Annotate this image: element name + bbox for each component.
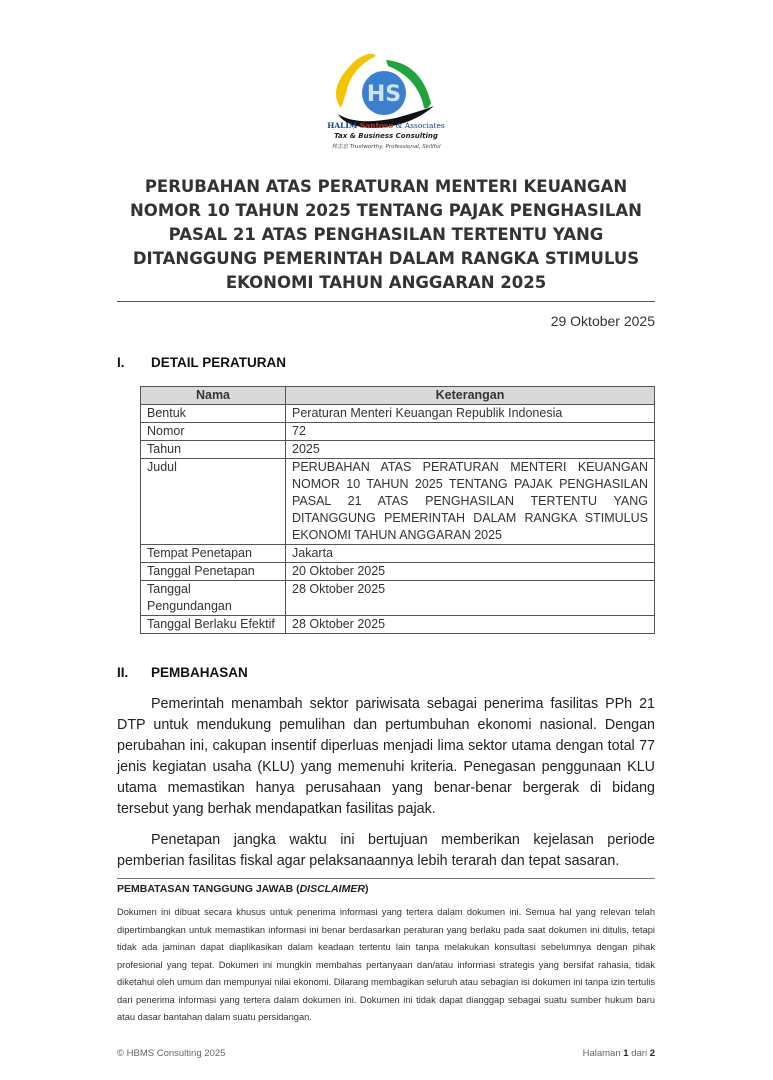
paragraph: Penetapan jangka waktu ini bertujuan memberikan kejelasan periode pemberian fasilitas fiskal agar pelaksanaannya lebih terarah dan tepat sasaran. — [117, 832, 655, 869]
cell-value: Jakarta — [286, 545, 655, 563]
cell-value: 20 Oktober 2025 — [286, 563, 655, 581]
title-divider — [117, 301, 655, 302]
cell-label: Tanggal Berlaku Efektif — [141, 616, 286, 634]
regulation-detail-table — [140, 386, 655, 634]
cell-label: Nomor — [141, 423, 286, 441]
section-number: II. — [117, 665, 129, 680]
disclaimer-title-text: PEMBATASAN TANGGUNG JAWAB ( — [117, 883, 300, 895]
document-date: 29 Oktober 2025 — [550, 313, 655, 329]
disclaimer-title-end: ) — [364, 883, 369, 895]
header-nama: Nama — [141, 387, 286, 405]
table-row — [141, 563, 655, 581]
footer-copyright: © HBMS Consulting 2025 — [117, 1047, 226, 1059]
disclaimer-title — [117, 882, 655, 896]
cell-value: 72 — [286, 423, 655, 441]
company-logo — [316, 48, 456, 153]
table-row — [141, 423, 655, 441]
cell-value: 28 Oktober 2025 — [286, 581, 655, 616]
cell-label: Judul — [141, 459, 286, 545]
cell-label: Tempat Penetapan — [141, 545, 286, 563]
cell-value: 2025 — [286, 441, 655, 459]
table-row — [141, 616, 655, 634]
table-row — [141, 405, 655, 423]
svg-text:Tax & Business Consulting: Tax & Business Consulting — [334, 132, 438, 140]
footer — [117, 1047, 655, 1060]
paragraph: Pemerintah menambah sektor pariwisata sebagai penerima fasilitas PPh 21 DTP untuk mendukung pemulihan dan pertumbuhan ekonomi nasional. Dengan perubahan ini, cakupan insentif diperluas menjadi lima sektor utama dengan total 77 jenis kegiatan usaha (KLU) yang memenuhi kriteria. Penegasan penggunaan KLU utama memastikan hanya perusahaan yang benar-benar bergerak di bidang tersebut yang berhak mendapatkan fasilitas pajak. — [117, 696, 655, 817]
page-prefix: Halaman — [582, 1047, 624, 1059]
svg-text:HS: HS — [366, 82, 402, 107]
section-title: DETAIL PERATURAN — [151, 355, 286, 370]
header-keterangan: Keterangan — [286, 387, 655, 405]
footer-page-number — [583, 1047, 655, 1060]
cell-value: 28 Oktober 2025 — [286, 616, 655, 634]
current-page: 1 — [623, 1047, 629, 1059]
svg-text:HALIM Santoso & Associates: HALIM Santoso & Associates — [327, 121, 445, 130]
page-mid: dari — [628, 1047, 650, 1059]
cell-label: Tahun — [141, 441, 286, 459]
svg-text:林志忠 Trustworthy, Professional,: 林志忠 Trustworthy, Professional, Skillful — [331, 144, 441, 150]
table-row — [141, 545, 655, 563]
disclaimer-title-italic: DISCLAIMER — [299, 883, 365, 895]
document-title: PERUBAHAN ATAS PERATURAN MENTERI KEUANGAN NOMOR 10 TAHUN 2025 TENTANG PAJAK PENGHASILAN PASAL 21 ATAS PENGHASILAN TERTENTU YANG DITANGGUNG PEMERINTAH DALAM RANGKA STIMULUS EKONOMI TAHUN ANGGARAN 2025 — [130, 177, 642, 292]
table-row — [141, 581, 655, 616]
section-number: I. — [117, 355, 125, 370]
table-row — [141, 441, 655, 459]
cell-label: Tanggal Penetapan — [141, 563, 286, 581]
section-heading-detail — [117, 354, 655, 372]
table-header-row — [141, 387, 655, 405]
cell-value: Peraturan Menteri Keuangan Republik Indonesia — [286, 405, 655, 423]
section-title: PEMBAHASAN — [151, 665, 248, 680]
table-row — [141, 459, 655, 545]
section-heading-pembahasan — [117, 664, 655, 682]
disclaimer-text: Dokumen ini dibuat secara khusus untuk penerima informasi yang tertera dalam dokumen ini. Semua hal yang relevan telah dipertimbangkan untuk memastikan informasi ini benar berdasarkan peraturan yang berlaku pada saat dokumen ini ditulis, tetapi tidak ada jaminan dapat diaplikasikan dalam keadaan tertentu lain tanpa melakukan konsultasi sebelumnya dengan pihak profesional yang tepat. Dokumen ini mungkin membahas pertanyaan dan/atau informasi strategis yang bersifat rahasia, tidak diketahui oleh umum dan mempunyai nilai ekonomi. Dilarang membagikan seluruh atau sebagian isi dokumen ini tanpa izin tertulis dari penerima informasi yang tertera dalam dokumen ini. Dokumen ini tidak dapat dianggap sebagai suatu sumber hukum baru atau dasar bantahan dalam suatu persidangan. — [117, 907, 655, 1022]
cell-label: Tanggal Pengundangan — [141, 581, 286, 616]
total-pages: 2 — [649, 1047, 655, 1059]
cell-label: Bentuk — [141, 405, 286, 423]
disclaimer-divider — [117, 878, 655, 879]
cell-value: PERUBAHAN ATAS PERATURAN MENTERI KEUANGAN NOMOR 10 TAHUN 2025 TENTANG PAJAK PENGHASILAN PASAL 21 ATAS PENGHASILAN TERTENTU YANG DITANGGUNG PEMERINTAH DALAM RANGKA STIMULUS EKONOMI TAHUN ANGGARAN 2025 — [286, 459, 655, 545]
